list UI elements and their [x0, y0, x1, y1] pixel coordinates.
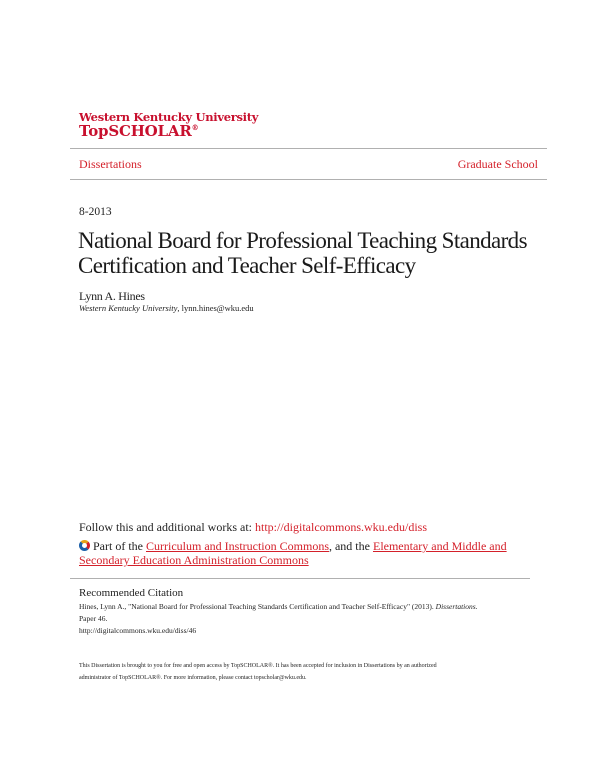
author-name: Lynn A. Hines	[79, 289, 145, 303]
citation-rule	[70, 578, 530, 579]
header-rule	[70, 148, 547, 149]
author-email: , lynn.hines@wku.edu	[177, 303, 254, 313]
follow-url-link[interactable]: http://digitalcommons.wku.edu/diss	[255, 520, 427, 534]
part-of-block	[79, 539, 519, 567]
footer-notice	[79, 660, 549, 684]
author-affiliation	[79, 303, 254, 313]
follow-line	[79, 520, 427, 535]
graduate-school-link[interactable]: Graduate School	[457, 157, 538, 171]
document-title	[78, 228, 527, 278]
and-the-text: , and the	[328, 539, 373, 553]
citation-text	[79, 601, 539, 637]
citation-heading: Recommended Citation	[79, 587, 184, 599]
dissertations-link[interactable]: Dissertations	[79, 157, 142, 171]
citation-series: Dissertations.	[435, 602, 478, 611]
footer-line-2: administrator of TopSCHOLAR®. For more information, please contact topscholar@wku.edu.	[79, 675, 307, 681]
university-logo-text: Western Kentucky University	[79, 110, 259, 124]
part-of-text: Part of the	[93, 539, 146, 553]
citation-url: http://digitalcommons.wku.edu/diss/46	[79, 626, 197, 635]
title-line-1: National Board for Professional Teaching Standards	[78, 228, 527, 253]
publication-date: 8-2013	[79, 206, 112, 218]
title-line-2: Certification and Teacher Self-Efficacy	[78, 253, 416, 278]
bepress-logo-icon	[79, 540, 90, 551]
citation-paper: Paper 46.	[79, 614, 108, 623]
follow-text: Follow this and additional works at:	[79, 520, 255, 534]
reg-mark: ®	[191, 123, 199, 132]
citation-body: Hines, Lynn A., "National Board for Professional Teaching Standards Certification and Teacher Self-Efficacy" (2013).	[79, 602, 436, 611]
elementary-commons-link[interactable]: Elementary and Middle and	[372, 539, 507, 553]
secondary-commons-link[interactable]: Secondary Education Administration Commons	[79, 553, 309, 567]
curriculum-commons-link[interactable]: Curriculum and Instruction Commons	[146, 539, 329, 553]
topscholar-logo	[79, 122, 198, 140]
affiliation: Western Kentucky University	[79, 303, 178, 313]
logo-text: TopSCHOLAR	[79, 122, 192, 140]
header-rule-2	[70, 179, 547, 180]
footer-line-1: This Dissertation is brought to you for free and open access by TopSCHOLAR®. It has been accepted for inclusion in Dissertations by an authorized	[79, 663, 437, 669]
